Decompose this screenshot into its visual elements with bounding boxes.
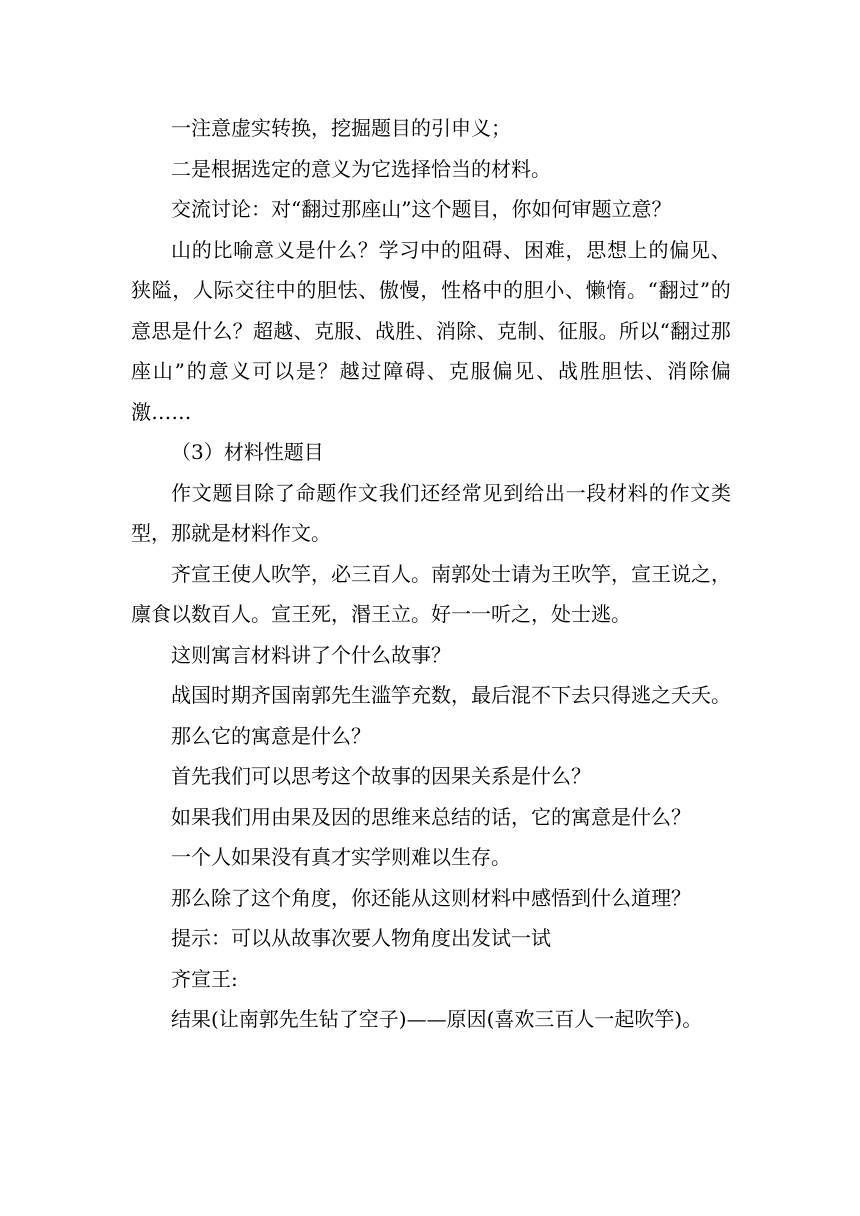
paragraph: 首先我们可以思考这个故事的因果关系是什么？: [171, 764, 591, 788]
paragraph: 二是根据选定的意义为它选择恰当的材料。: [171, 156, 551, 181]
paragraph: 如果我们用由果及因的思维来总结的话，它的寓意是什么？: [171, 804, 691, 829]
paragraph: 一注意虚实转换，挖掘题目的引申义；: [171, 116, 511, 140]
section-heading: （3）材料性题目: [171, 440, 324, 464]
paragraph: 交流讨论：对“翻过那座山”这个题目，你如何审题立意？: [171, 197, 672, 221]
paragraph: 战国时期齐国南郭先生滥竽充数，最后混不下去只得逃之夭夭。: [171, 683, 731, 707]
paragraph: 作文题目除了命题作文我们还经常见到给出一段材料的作文类型，那就是材料作文。: [131, 480, 731, 545]
paragraph: 那么除了这个角度，你还能从这则材料中感悟到什么道理？: [171, 885, 691, 910]
paragraph: 齐宣王:: [171, 966, 238, 991]
document-body: [131, 108, 731, 1040]
paragraph: 那么它的寓意是什么？: [171, 723, 371, 748]
paragraph: 齐宣王使人吹竽，必三百人。南郭处士请为王吹竽，宣王说之，廪食以数百人。宣王死，湣王立。好一一听之，处士逃。: [131, 561, 731, 626]
paragraph: 山的比喻意义是什么？学习中的阻碍、困难，思想上的偏见、狭隘，人际交往中的胆怯、傲慢，性格中的胆小、懒惰。“翻过”的意思是什么？超越、克服、战胜、消除、克制、征服。所以“翻过那座山”的意义可以是？越过障碍、克服偏见、战胜胆怯、消除偏激……: [131, 237, 731, 424]
paragraph: 一个人如果没有真才实学则难以生存。: [171, 845, 511, 869]
paragraph: 结果(让南郭先生钻了空子)——原因(喜欢三百人一起吹竽)。: [171, 1007, 703, 1031]
paragraph: 提示：可以从故事次要人物角度出发试一试: [171, 926, 551, 950]
paragraph: 这则寓言材料讲了个什么故事？: [171, 642, 451, 667]
